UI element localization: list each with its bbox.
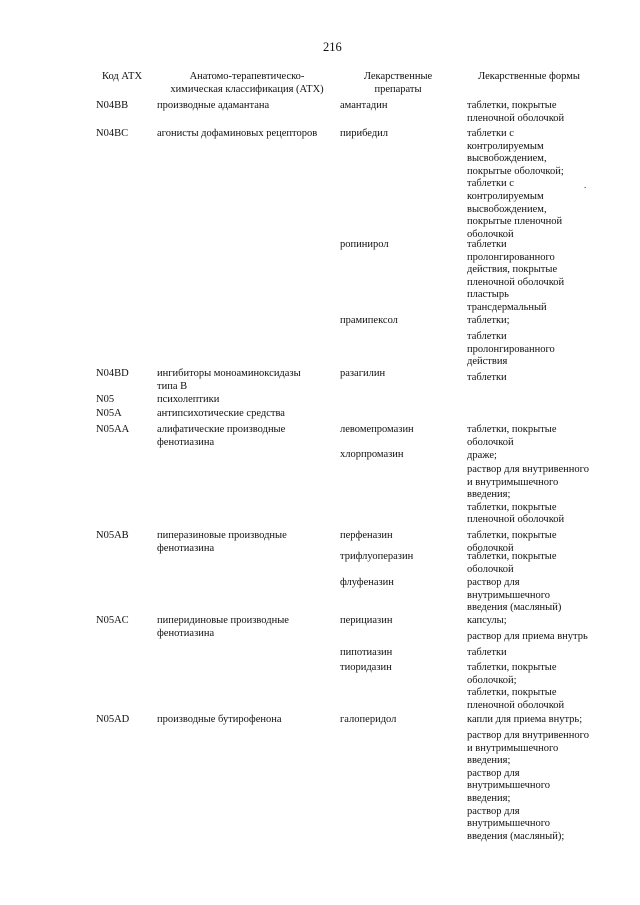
header-code: Код АТХ [101, 71, 143, 82]
drug-name: трифлуоперазин [340, 551, 414, 562]
drug-name: тиоридазин [340, 662, 392, 673]
atc-classification: пиперазиновые производные [157, 530, 287, 541]
drug-name: пипотиазин [340, 647, 393, 658]
dosage-form: пленочной оболочкой [467, 699, 565, 711]
dosage-form: оболочкой; [467, 674, 517, 686]
dosage-form: введения; [467, 489, 511, 501]
dosage-form: таблетки, покрытые [467, 501, 557, 513]
dosage-form: таблетки; [467, 315, 510, 326]
dosage-form: капсулы; [467, 615, 507, 626]
dosage-form: внутримышечного [467, 780, 551, 792]
drug-name: разагилин [340, 368, 386, 379]
drug-name: пирибедил [340, 128, 389, 139]
atc-classification: производные бутирофенона [157, 714, 282, 725]
atc-classification: типа В [157, 380, 188, 392]
dosage-form: таблетки, покрытые [467, 100, 557, 111]
atc-classification: психолептики [157, 394, 220, 405]
dosage-form: введения; [467, 755, 511, 767]
atc-classification: ингибиторы моноаминоксидазы [157, 368, 301, 379]
header-drugs: препараты [374, 83, 422, 95]
dosage-form: внутримышечного [467, 589, 551, 601]
dosage-form: высвобождением, [467, 153, 547, 165]
drug-name: левомепромазин [340, 424, 414, 435]
drug-name: амантадин [340, 100, 388, 111]
atc-code: N04BB [96, 100, 129, 111]
dosage-form: введения (масляный) [467, 602, 562, 614]
drug-name: перфеназин [340, 530, 393, 541]
drug-name: флуфеназин [340, 577, 394, 588]
atc-classification: фенотиазина [157, 436, 215, 448]
dosage-form: введения (масляный); [467, 830, 565, 842]
dosage-form: пленочной оболочкой [467, 276, 565, 288]
dosage-form: покрытые пленочной [467, 216, 563, 228]
dosage-form: таблетки [467, 331, 507, 342]
dosage-form: пленочной оболочкой [467, 112, 565, 124]
stray-mark: . [584, 180, 587, 190]
dosage-form: пролонгированного [467, 251, 555, 263]
dosage-form: действия, покрытые [467, 264, 558, 276]
atc-code: N05AA [96, 424, 130, 435]
dosage-form: таблетки с [467, 128, 514, 139]
dosage-form: таблетки [467, 647, 507, 658]
drug-name: хлорпромазин [340, 449, 404, 460]
dosage-form: раствор для приема внутрь [467, 631, 588, 642]
dosage-form: высвобождением, [467, 203, 547, 215]
dosage-form: раствор для [467, 577, 520, 588]
dosage-form: и внутримышечного [467, 476, 559, 488]
dosage-form: пленочной оболочкой [467, 514, 565, 526]
dosage-form: контролируемым [467, 191, 544, 202]
dosage-form: и внутримышечного [467, 742, 559, 754]
dosage-form: покрытые оболочкой; [467, 165, 564, 177]
dosage-form: трансдермальный [467, 302, 547, 313]
dosage-form: таблетки, покрытые [467, 424, 557, 435]
dosage-form: оболочкой [467, 542, 514, 554]
header-forms: Лекарственные формы [478, 71, 580, 82]
dosage-form: таблетки, покрытые [467, 530, 557, 541]
dosage-form: оболочкой [467, 436, 514, 448]
atc-classification: алифатические производные [157, 424, 286, 435]
dosage-form: пластырь [467, 289, 509, 301]
atc-code: N05AC [96, 615, 129, 626]
dosage-form: таблетки, покрытые [467, 551, 557, 562]
dosage-form: таблетки, покрытые [467, 662, 557, 673]
atc-code: N04BC [96, 128, 129, 139]
drug-name: ропинирол [340, 239, 389, 250]
atc-classification: пиперидиновые производные [157, 615, 289, 626]
atc-classification: производные адамантана [157, 100, 270, 111]
header-classification: химическая классификация (АТХ) [170, 83, 324, 95]
atc-classification: агонисты дофаминовых рецепторов [157, 128, 318, 139]
dosage-form: капли для приема внутрь; [467, 714, 583, 725]
atc-classification: антипсихотические средства [157, 408, 285, 419]
atc-code: N05AB [96, 530, 129, 541]
dosage-form: раствор для внутривенного [467, 730, 589, 741]
page-number: 216 [323, 40, 342, 54]
drug-name: перициазин [340, 615, 393, 626]
atc-classification: фенотиазина [157, 627, 215, 639]
dosage-form: раствор для внутривенного [467, 464, 589, 475]
dosage-form: драже; [467, 450, 497, 461]
header-classification: Анатомо-терапевтическо- [189, 71, 305, 82]
dosage-form: таблетки с [467, 178, 514, 190]
atc-code: N05AD [96, 714, 130, 725]
dosage-form: пролонгированного [467, 343, 555, 355]
dosage-form: оболочкой [467, 563, 514, 575]
dosage-form: раствор для [467, 767, 520, 779]
dosage-form: введения; [467, 793, 511, 804]
dosage-form: таблетки, покрытые [467, 687, 557, 699]
atc-code: N05 [96, 394, 115, 405]
atc-code: N05A [96, 408, 122, 419]
dosage-form: оболочкой [467, 228, 514, 240]
header-drugs: Лекарственные [363, 71, 433, 82]
dosage-form: контролируемым [467, 140, 544, 152]
atc-classification: фенотиазина [157, 542, 215, 554]
dosage-form: таблетки [467, 239, 507, 250]
dosage-form: таблетки [467, 372, 507, 383]
atc-code: N04BD [96, 368, 129, 379]
dosage-form: раствор для [467, 805, 520, 817]
drug-name: галоперидол [340, 714, 397, 725]
dosage-form: внутримышечного [467, 818, 551, 830]
drug-name: прамипексол [340, 315, 398, 326]
dosage-form: действия [467, 356, 508, 368]
